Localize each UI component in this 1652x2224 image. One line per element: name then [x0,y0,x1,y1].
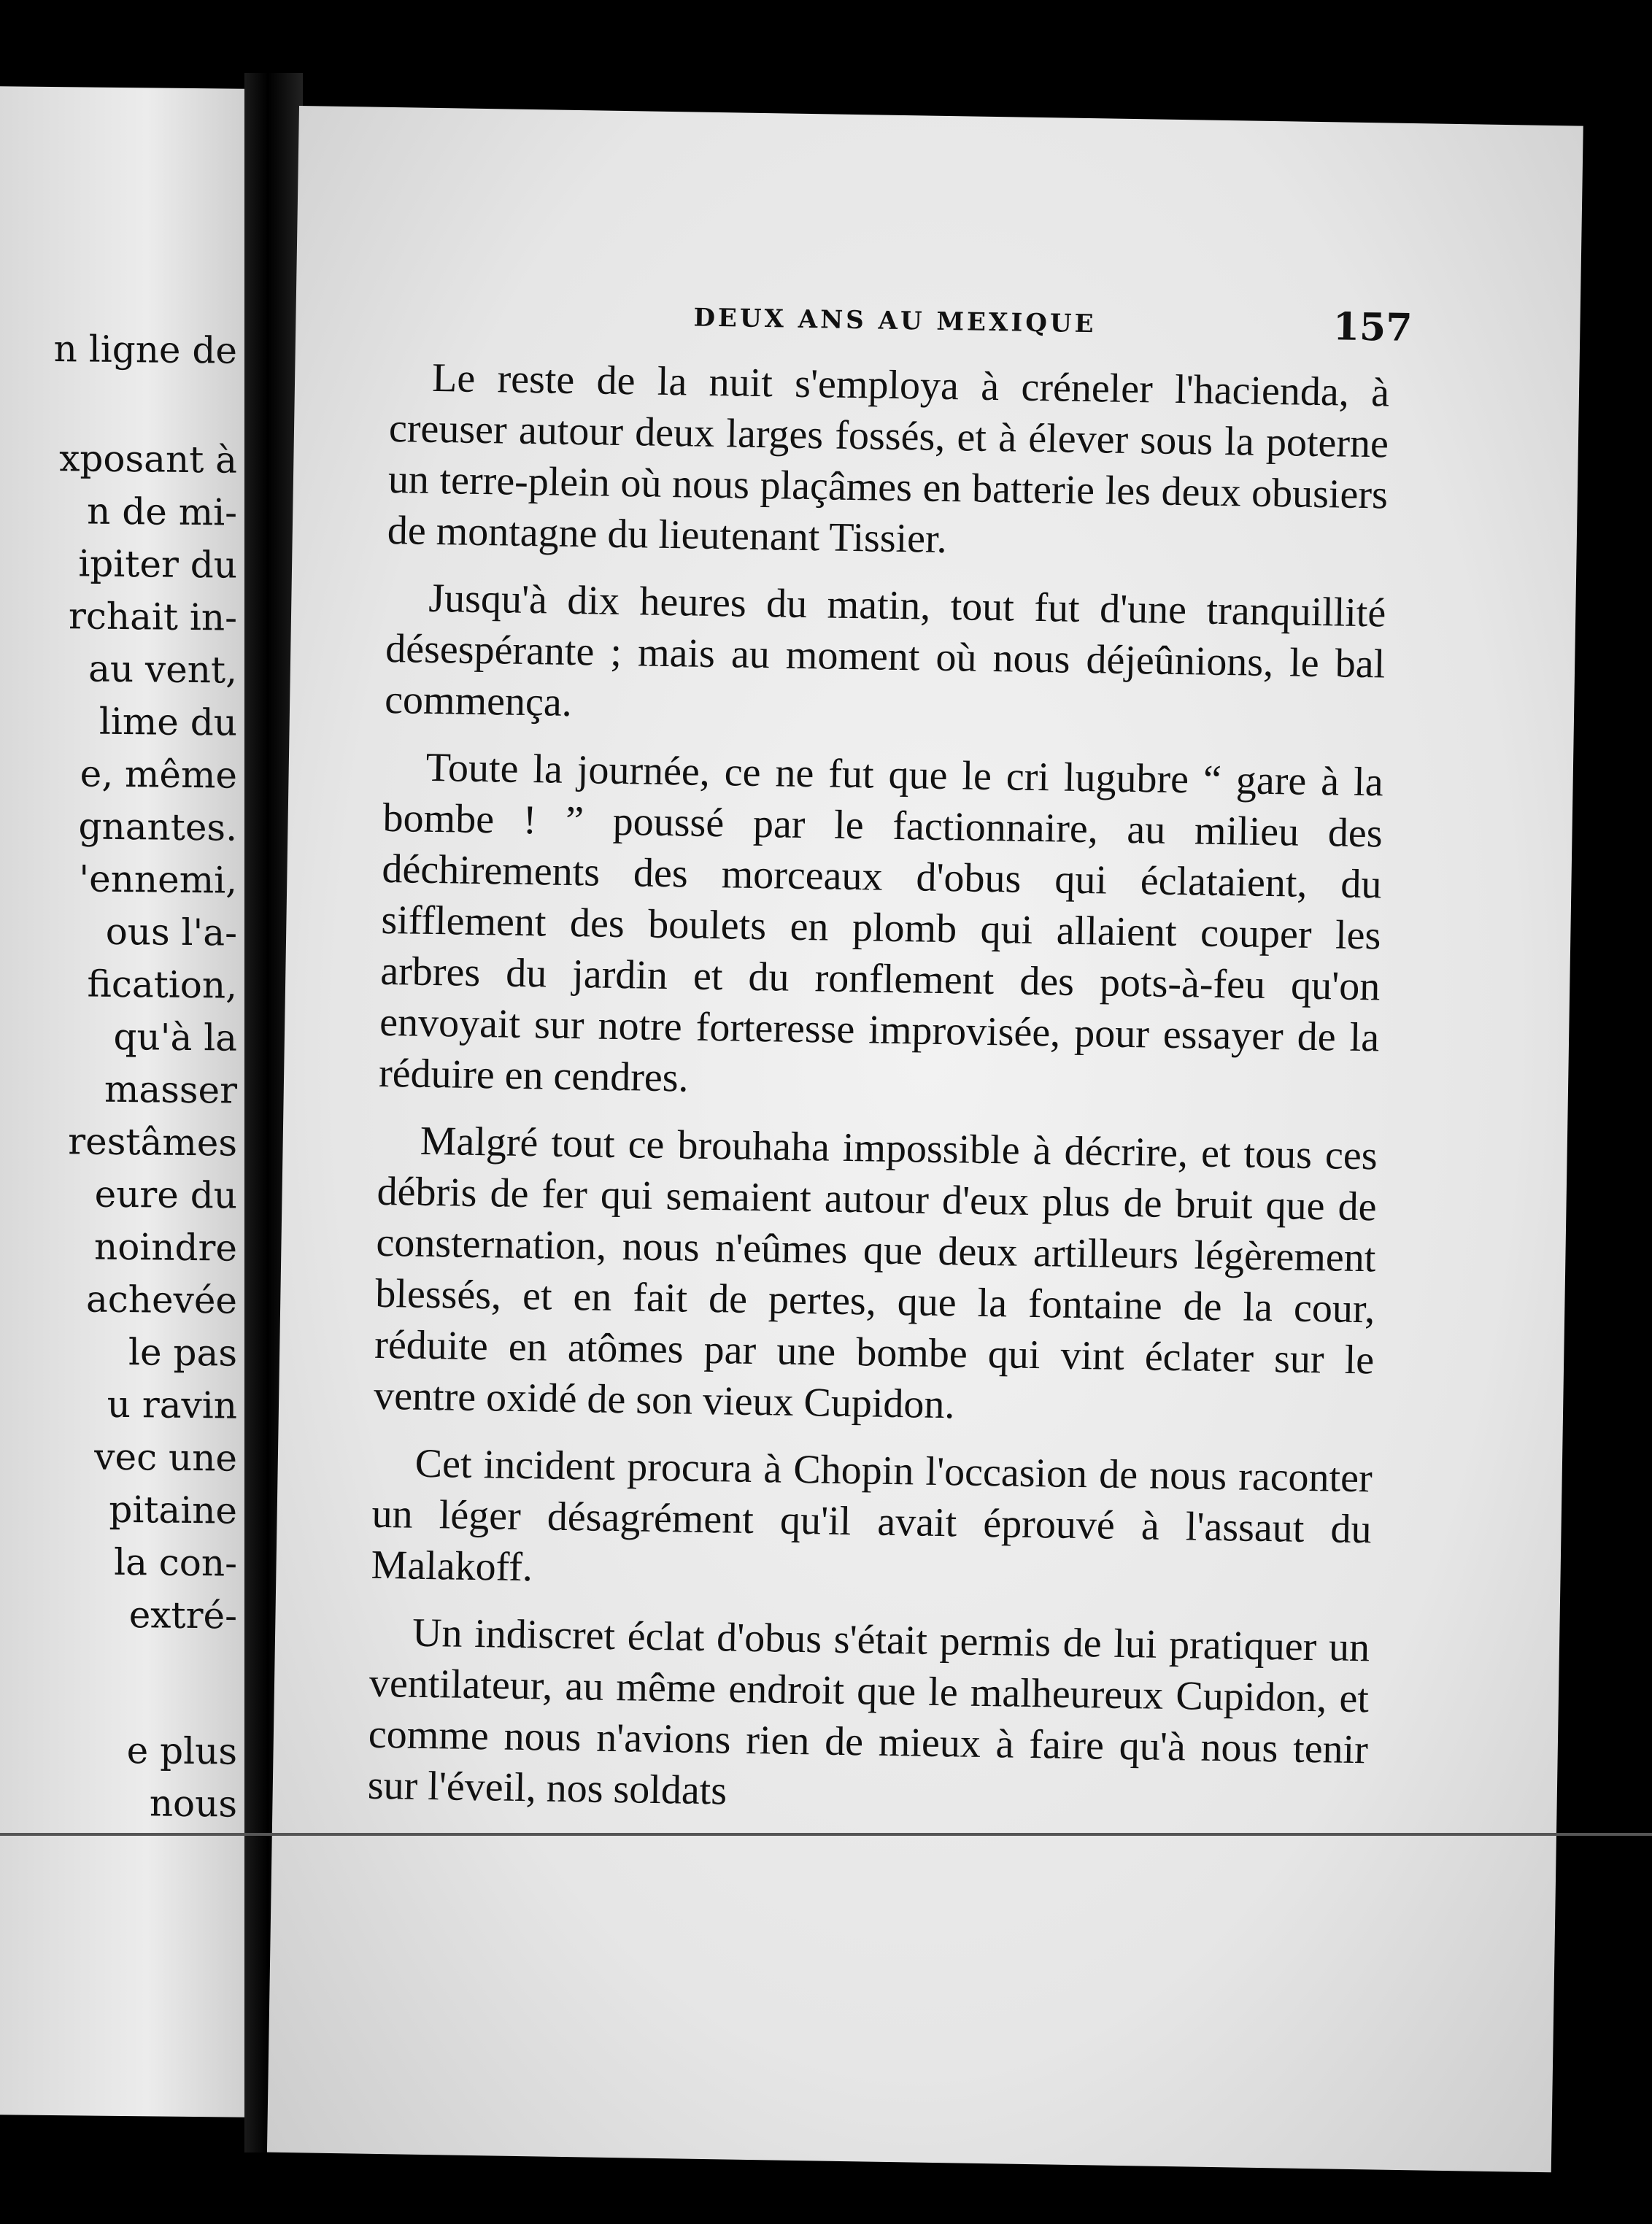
left-line: vec une [94,1435,237,1480]
paragraph: Jusqu'à dix heures du matin, tout fut d'une tranquillité désespérante ; mais au moment où nous déjeûnions, le bal commença. [384,575,1386,725]
left-line: masser [104,1067,237,1112]
left-line: extré- [128,1594,237,1637]
left-line: la con- [114,1540,237,1585]
left-line: 'ennemi, [79,857,237,902]
left-line: n de mi- [87,490,237,534]
left-line: restâmes [68,1120,237,1165]
left-line: le pas [128,1331,237,1375]
left-line: rchait in- [69,595,237,639]
page-number: 157 [1332,304,1413,350]
left-line: e, même [80,752,237,797]
paragraph: Cet incident procura à Chopin l'occasion de nous raconter un léger désagrément qu'il avait éprouvé à l'assaut du Malakoff. [371,1440,1373,1591]
left-line: pitaine [109,1488,237,1532]
scan-artifact-line [0,1833,1652,1836]
left-line: qu'à la [113,1015,237,1059]
paragraph: Le reste de la nuit s'employa à créneler l'hacienda, à creuser autour deux larges fossés, et à élever sous la poterne un terre-plein où nous plaçâmes en batterie les deux obusiers de montagne du lieutenant Tissier. [387,355,1390,563]
left-line: n ligne de [53,328,237,372]
left-line: xposant à [59,437,237,482]
running-head: DEUX ANS AU MEXIQUE [693,303,1097,339]
left-line: achevée [85,1278,237,1322]
left-line: ous l'a- [105,910,237,954]
left-line: u ravin [107,1383,237,1427]
left-line: au vent, [88,647,237,692]
left-line: noindre [94,1225,237,1270]
paragraph: Malgré tout ce brouhaha impossible à décrire, et tous ces débris de fer qui semaient autour d'eux plus de bruit que de consternation, nous n'eûmes que deux artilleurs légèrement blessés, et en fait de pertes, que la fontaine de la cour, réduite en atômes par une bombe qui vint éclater sur le ventre oxidé de son vieux Cupidon. [373,1118,1378,1428]
previous-page-fragment [0,86,244,2117]
paragraph: Toute la journée, ce ne fut que le cri lugubre “ gare à la bombe ! ” poussé par le factionnaire, au milieu des déchirements des morceaux d'obus qui éclataient, du sifflement des boulets en plomb qui allaient couper les arbres du jardin et du ronflement des pots-à-feu qu'on envoyait sur notre forteresse improvisée, pour essayer de la réduire en cendres. [378,744,1384,1101]
left-line: ipiter du [78,542,237,587]
left-line: gnantes. [78,805,237,849]
body-text [367,352,1390,1842]
page [267,106,1583,2172]
left-line: fication, [87,962,237,1007]
left-line: lime du [99,700,237,744]
paragraph: Un indiscret éclat d'obus s'était permis de lui pratiquer un ventilateur, au même endroit que le malheureux Cupidon, et comme nous n'avions rien de mieux à faire qu'à nous tenir sur l'éveil, nos soldats [367,1610,1370,1814]
left-line: e plus [126,1729,237,1773]
left-line: eure du [94,1173,237,1217]
left-line: nous [149,1782,237,1826]
